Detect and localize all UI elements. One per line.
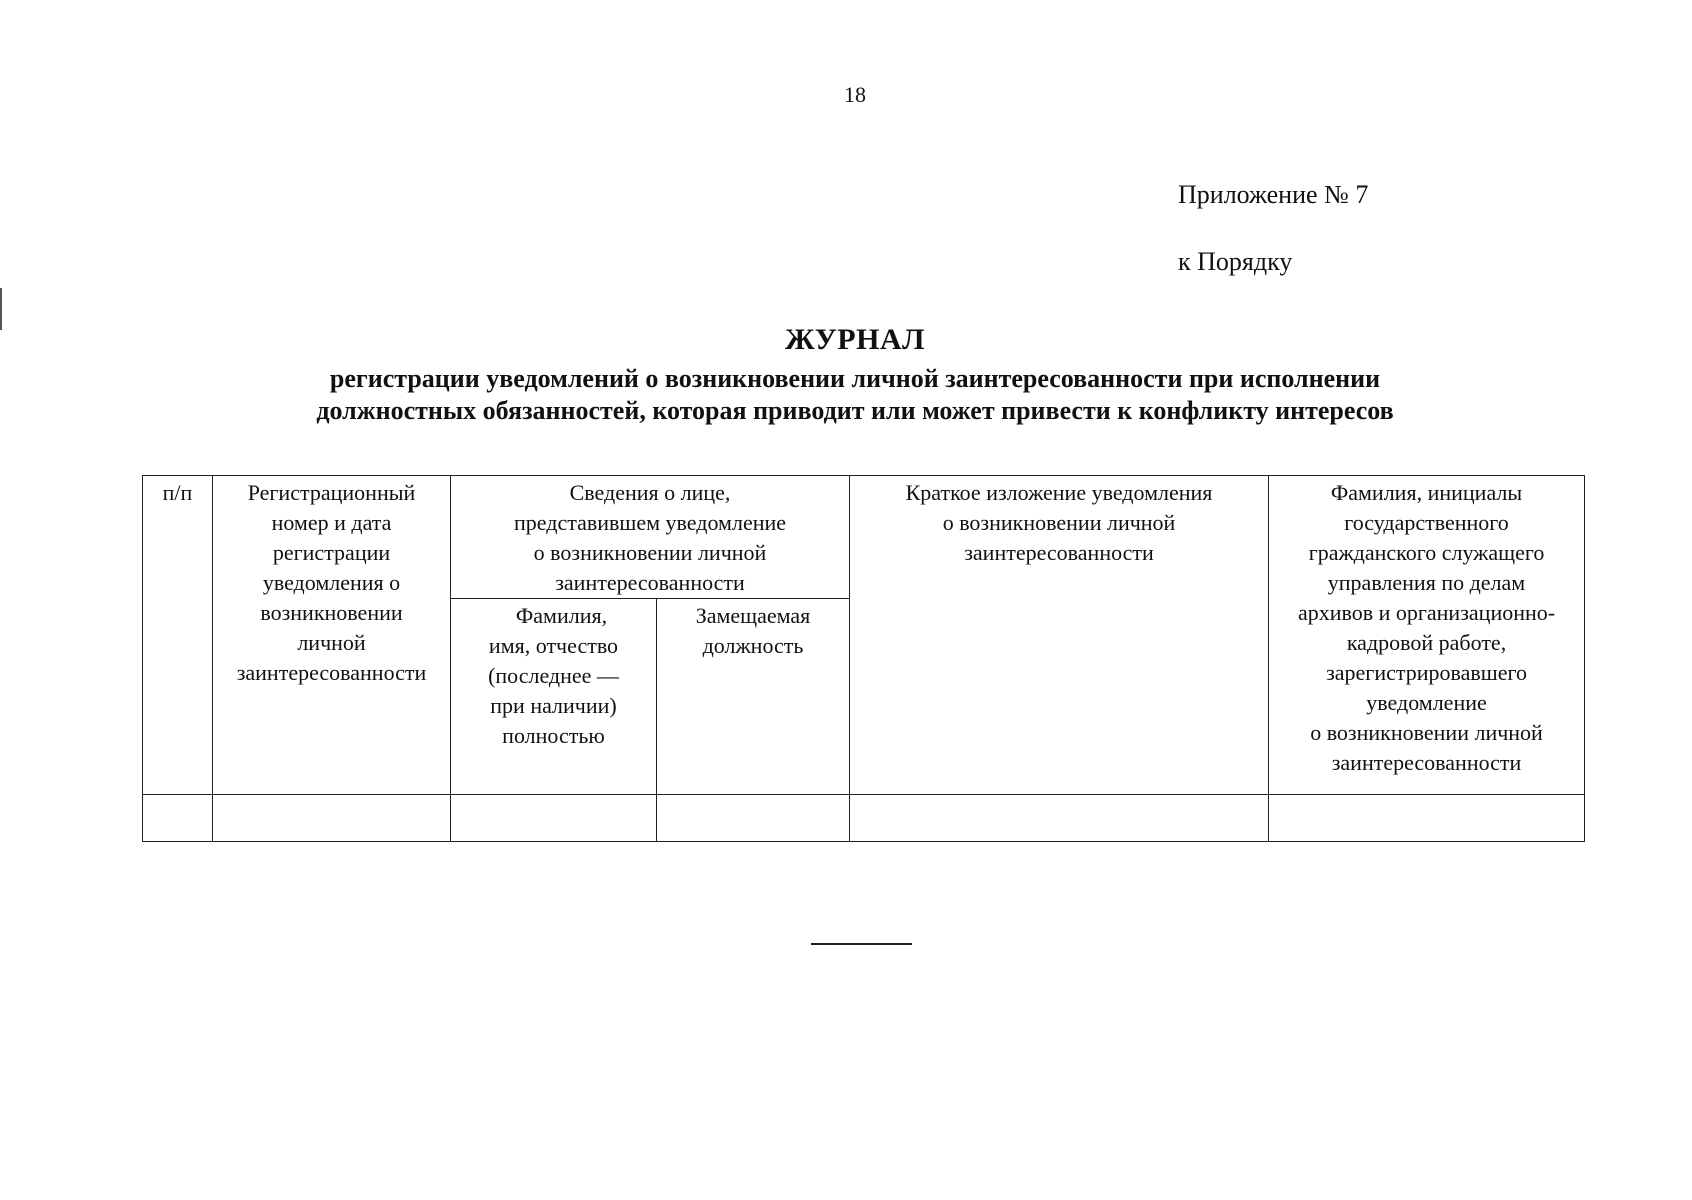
appendix-number: Приложение № 7: [1178, 180, 1369, 209]
header-person-name: Фамилия, имя, отчество (последнее — при наличии) полностью: [451, 599, 657, 795]
header-person-info: Сведения о лице, представившем уведомление о возникновении личной заинтересованности: [451, 476, 850, 599]
header-summary: Краткое изложение уведомления о возникновении личной заинтересованности: [850, 476, 1269, 795]
table-header-row: [143, 476, 1585, 599]
table-cell: [1269, 795, 1585, 842]
table-cell: [850, 795, 1269, 842]
table-cell: [143, 795, 213, 842]
header-num: п/п: [143, 476, 213, 795]
document-title: ЖУРНАЛ: [785, 323, 925, 356]
document-subtitle-line-1: регистрации уведомлений о возникновении личной заинтересованности при исполнении: [329, 364, 1381, 393]
header-person-position: Замещаемая должность: [657, 599, 850, 795]
header-registration: Регистрационный номер и дата регистрации уведомления о возникновении личной заинтересованности: [213, 476, 451, 795]
table-cell: [213, 795, 451, 842]
header-registrar: Фамилия, инициалы государственного гражданского служащего управления по делам архивов и организационно- кадровой работе, зарегистрировавшего уведомление о возникновении личной заинтересованности: [1269, 476, 1585, 795]
document-subtitle-line-2: должностных обязанностей, которая приводит или может привести к конфликту интересов: [316, 396, 1394, 425]
journal-table: [142, 475, 1585, 842]
table-cell: [451, 795, 657, 842]
table-cell: [657, 795, 850, 842]
page-number: 18: [844, 82, 866, 107]
table-row: [143, 795, 1585, 842]
appendix-reference: к Порядку: [1178, 247, 1293, 276]
closing-rule: [811, 943, 912, 945]
